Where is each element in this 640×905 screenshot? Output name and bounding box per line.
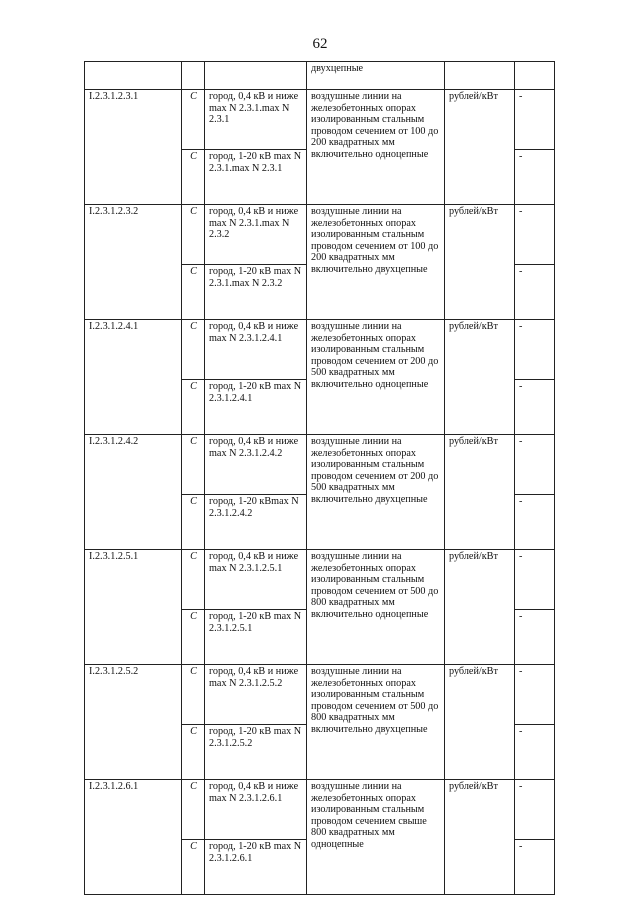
code-cell: I.2.3.1.2.5.2 xyxy=(85,665,182,780)
value-cell: - xyxy=(515,665,555,725)
table-row xyxy=(85,90,555,150)
category-letter: C xyxy=(182,265,205,320)
location-cell: город, 1-20 кВ max N 2.3.1.2.5.1 xyxy=(205,610,307,665)
location-cell: город, 0,4 кВ и ниже max N 2.3.1.2.5.1 xyxy=(205,550,307,610)
description-cell: воздушные линии на железобетонных опорах изолированным стальным проводом сечением от 100 до 200 квадратных мм включительно двухцепные xyxy=(307,205,445,320)
description-cell: воздушные линии на железобетонных опорах изолированным стальным проводом сечением от 500 до 800 квадратных мм включительно одноцепные xyxy=(307,550,445,665)
table-row xyxy=(85,435,555,495)
table-row xyxy=(85,205,555,265)
unit-cell: рублей/кВт xyxy=(445,665,515,780)
value-cell: - xyxy=(515,780,555,840)
value-cell: - xyxy=(515,495,555,550)
code-cell: I.2.3.1.2.4.2 xyxy=(85,435,182,550)
category-letter: C xyxy=(182,610,205,665)
location-cell: город, 0,4 кВ и ниже max N 2.3.1.2.6.1 xyxy=(205,780,307,840)
description-cell: двухцепные xyxy=(307,62,445,90)
location-cell: город, 0,4 кВ и ниже max N 2.3.1.2.4.1 xyxy=(205,320,307,380)
table-row xyxy=(85,550,555,610)
category-letter: C xyxy=(182,90,205,150)
code-cell xyxy=(85,62,182,90)
value-cell: - xyxy=(515,205,555,265)
category-letter: C xyxy=(182,780,205,840)
unit-cell: рублей/кВт xyxy=(445,550,515,665)
value-cell: - xyxy=(515,435,555,495)
tariff-table-body xyxy=(85,62,555,895)
value-cell: - xyxy=(515,380,555,435)
location-cell: город, 0,4 кВ и ниже max N 2.3.1.2.5.2 xyxy=(205,665,307,725)
value-cell: - xyxy=(515,610,555,665)
page-number: 62 xyxy=(312,36,328,52)
table-row xyxy=(85,320,555,380)
code-cell: I.2.3.1.2.6.1 xyxy=(85,780,182,895)
unit-cell: рублей/кВт xyxy=(445,435,515,550)
location-cell: город, 0,4 кВ и ниже max N 2.3.1.2.4.2 xyxy=(205,435,307,495)
category-letter: C xyxy=(182,380,205,435)
table-row xyxy=(85,780,555,840)
location-cell: город, 1-20 кВ max N 2.3.1.2.5.2 xyxy=(205,725,307,780)
value-cell: - xyxy=(515,265,555,320)
unit-cell: рублей/кВт xyxy=(445,90,515,205)
category-letter: C xyxy=(182,840,205,895)
category-letter: C xyxy=(182,435,205,495)
category-letter: C xyxy=(182,320,205,380)
category-letter: C xyxy=(182,150,205,205)
continuation-row xyxy=(85,62,555,90)
tariff-table xyxy=(84,61,555,895)
value-cell: - xyxy=(515,550,555,610)
location-cell: город, 1-20 кВ max N 2.3.1.max N 2.3.2 xyxy=(205,265,307,320)
category-letter: C xyxy=(182,495,205,550)
unit-cell: рублей/кВт xyxy=(445,205,515,320)
location-cell: город, 1-20 кВ max N 2.3.1.max N 2.3.1 xyxy=(205,150,307,205)
location-cell: город, 0,4 кВ и ниже max N 2.3.1.max N 2.3.2 xyxy=(205,205,307,265)
location-cell xyxy=(205,62,307,90)
value-cell: - xyxy=(515,90,555,150)
category-letter: C xyxy=(182,550,205,610)
code-cell: I.2.3.1.2.5.1 xyxy=(85,550,182,665)
category-letter: C xyxy=(182,205,205,265)
category-cell xyxy=(182,62,205,90)
unit-cell: рублей/кВт xyxy=(445,320,515,435)
value-cell: - xyxy=(515,320,555,380)
description-cell: воздушные линии на железобетонных опорах изолированным стальным проводом сечением от 100 до 200 квадратных мм включительно одноцепные xyxy=(307,90,445,205)
location-cell: город, 1-20 кВ max N 2.3.1.2.6.1 xyxy=(205,840,307,895)
category-letter: C xyxy=(182,665,205,725)
value-cell: - xyxy=(515,840,555,895)
value-cell: - xyxy=(515,150,555,205)
code-cell: I.2.3.1.2.4.1 xyxy=(85,320,182,435)
unit-cell xyxy=(445,62,515,90)
description-cell: воздушные линии на железобетонных опорах изолированным стальным проводом сечением от 200 до 500 квадратных мм включительно двухцепные xyxy=(307,435,445,550)
unit-cell: рублей/кВт xyxy=(445,780,515,895)
category-letter: C xyxy=(182,725,205,780)
location-cell: город, 1-20 кВ max N 2.3.1.2.4.1 xyxy=(205,380,307,435)
description-cell: воздушные линии на железобетонных опорах изолированным стальным проводом сечением от 500 до 800 квадратных мм включительно двухцепные xyxy=(307,665,445,780)
code-cell: I.2.3.1.2.3.1 xyxy=(85,90,182,205)
description-cell: воздушные линии на железобетонных опорах изолированным стальным проводом сечением свыше 800 квадратных мм одноцепные xyxy=(307,780,445,895)
value-cell: - xyxy=(515,725,555,780)
table-row xyxy=(85,665,555,725)
description-cell: воздушные линии на железобетонных опорах изолированным стальным проводом сечением от 200 до 500 квадратных мм включительно одноцепные xyxy=(307,320,445,435)
location-cell: город, 0,4 кВ и ниже max N 2.3.1.max N 2.3.1 xyxy=(205,90,307,150)
location-cell: город, 1-20 кВmax N 2.3.1.2.4.2 xyxy=(205,495,307,550)
code-cell: I.2.3.1.2.3.2 xyxy=(85,205,182,320)
value-cell xyxy=(515,62,555,90)
